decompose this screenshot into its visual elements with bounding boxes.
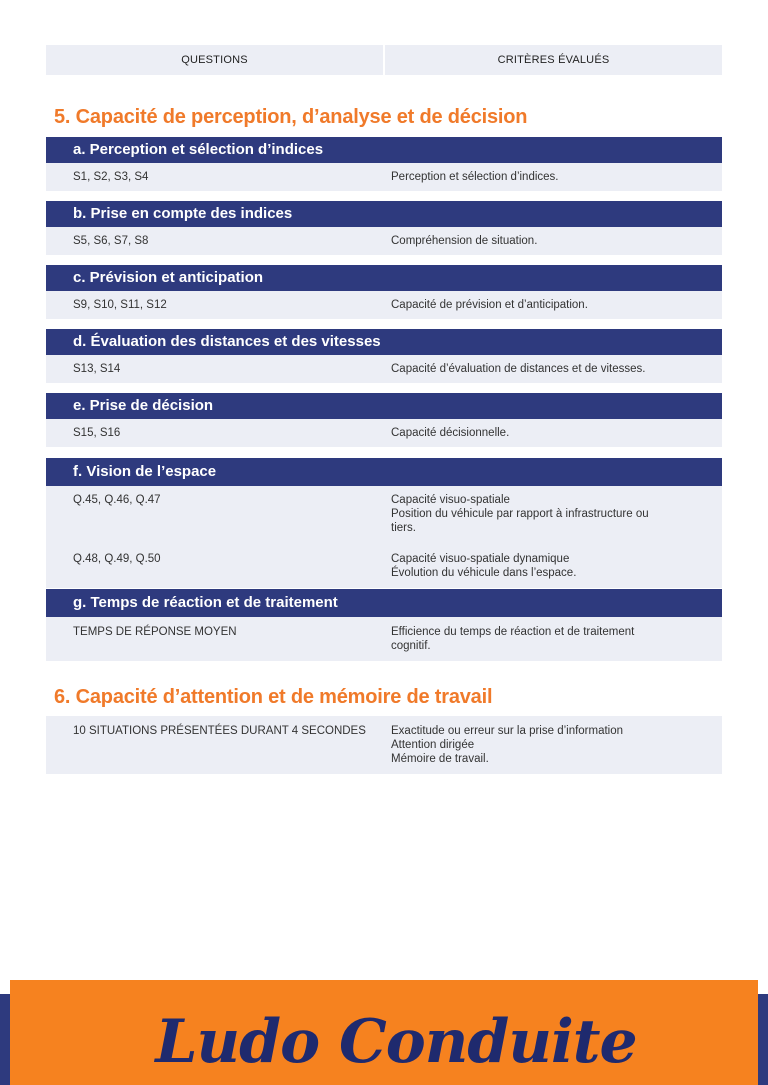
- group-e-title: e. Prise de décision: [46, 393, 722, 419]
- criteria-line: Évolution du véhicule dans l’espace.: [391, 567, 577, 579]
- questions-column-header: QUESTIONS: [46, 45, 385, 75]
- criteria-line: Position du véhicule par rapport à infrastructure ou: [391, 508, 649, 520]
- row-questions: S1, S2, S3, S4: [73, 171, 149, 183]
- criteria-line: cognitif.: [391, 640, 431, 652]
- row-criteria: [391, 724, 711, 766]
- table-row: [46, 227, 722, 255]
- row-criteria: Compréhension de situation.: [391, 235, 538, 247]
- group-a-title: a. Perception et sélection d’indices: [46, 137, 722, 163]
- criteria-line: tiers.: [391, 522, 416, 534]
- section-5-title: 5. Capacité de perception, d’analyse et de décision: [54, 106, 528, 128]
- table-row: [46, 355, 722, 383]
- row-questions: 10 SITUATIONS PRÉSENTÉES DURANT 4 SECONDES: [73, 725, 366, 737]
- criteria-line: Attention dirigée: [391, 739, 475, 751]
- row-criteria: Capacité décisionnelle.: [391, 427, 510, 439]
- table-header: [46, 45, 722, 75]
- criteria-line: Exactitude ou erreur sur la prise d’information: [391, 725, 624, 737]
- row-criteria: [391, 493, 711, 535]
- row-questions: S15, S16: [73, 427, 121, 439]
- table-row: [46, 419, 722, 447]
- table-row: [46, 617, 722, 661]
- brand-logo-text: Ludo Conduite: [155, 1007, 637, 1077]
- criteria-line: Mémoire de travail.: [391, 753, 489, 765]
- group-b-title: b. Prise en compte des indices: [46, 201, 722, 227]
- table-row: [46, 716, 722, 774]
- criteria-line: Capacité visuo-spatiale: [391, 494, 510, 506]
- group-f-title: f. Vision de l’espace: [46, 458, 722, 486]
- row-questions: S5, S6, S7, S8: [73, 235, 149, 247]
- row-criteria: [391, 552, 711, 580]
- row-criteria: Capacité de prévision et d’anticipation.: [391, 299, 588, 311]
- criteria-column-header: CRITÈRES ÉVALUÉS: [497, 54, 610, 66]
- table-row: [46, 291, 722, 319]
- row-criteria: [391, 625, 711, 653]
- section-6-title: 6. Capacité d’attention et de mémoire de travail: [54, 686, 493, 708]
- group-c-title: c. Prévision et anticipation: [46, 265, 722, 291]
- group-d-title: d. Évaluation des distances et des vitesses: [46, 329, 722, 355]
- row-questions: Q.45, Q.46, Q.47: [73, 494, 161, 506]
- table-row: [46, 486, 722, 588]
- row-questions: TEMPS DE RÉPONSE MOYEN: [73, 626, 237, 638]
- criteria-line: Efficience du temps de réaction et de traitement: [391, 626, 635, 638]
- row-questions: Q.48, Q.49, Q.50: [73, 553, 161, 565]
- row-questions: S9, S10, S11, S12: [73, 299, 167, 311]
- table-row: [46, 163, 722, 191]
- row-criteria: Perception et sélection d’indices.: [391, 171, 559, 183]
- row-questions: S13, S14: [73, 363, 121, 375]
- group-g-title: g. Temps de réaction et de traitement: [46, 589, 722, 617]
- criteria-line: Capacité visuo-spatiale dynamique: [391, 553, 570, 565]
- brand-logo: [0, 980, 768, 1085]
- row-criteria: Capacité d’évaluation de distances et de vitesses.: [391, 363, 646, 375]
